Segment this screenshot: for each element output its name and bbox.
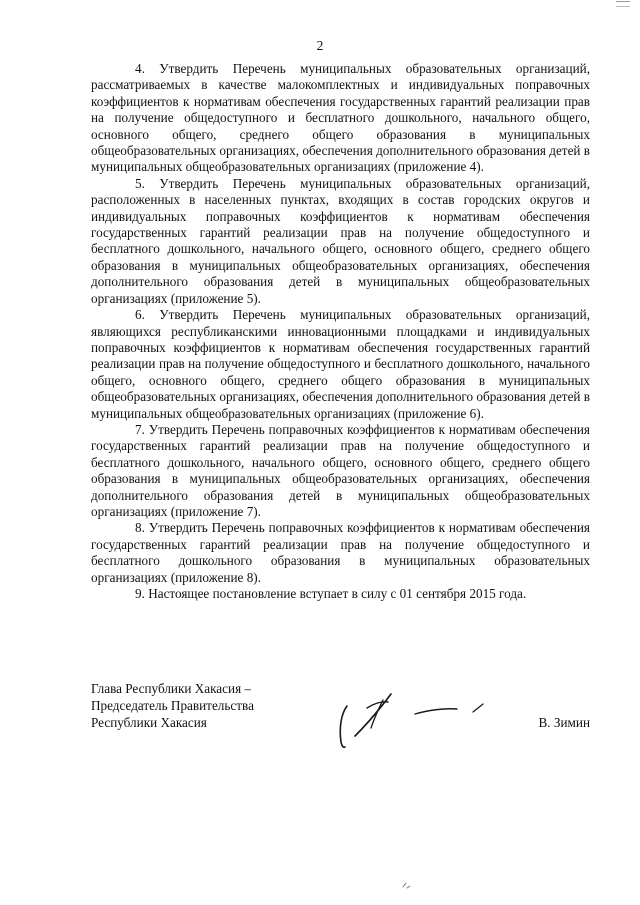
scan-speck-icon xyxy=(400,880,414,890)
signatory-title-line-1: Глава Республики Хакасия – xyxy=(91,681,252,696)
signatory-name: В. Зимин xyxy=(538,715,590,730)
paragraph-item-6: 6. Утвердить Перечень муниципальных образовательных организаций, являющихся республиканскими инновационными площадками и индивидуальных поправочных коэффициентов к нормативам обеспечения государственных гарантий реализации прав на получение общедоступного и бесплатного дошкольного, начального общего, основного общего, среднего общего образования в муниципальных общеобразовательных организациях, обеспечения дополнительного образования детей в муниципальных общеобразовательных организациях (приложение 6). xyxy=(91,307,591,421)
signature-block xyxy=(91,680,590,760)
page-number: 2 xyxy=(316,38,324,53)
resolution-body xyxy=(91,61,590,602)
signatory-title xyxy=(91,680,254,731)
signatory-title-line-2: Председатель Правительства xyxy=(91,698,254,713)
paragraph-item-5: 5. Утвердить Перечень муниципальных образовательных организаций, расположенных в населенных пунктах, входящих в состав городских округов и индивидуальных поправочных коэффициентов к нормативам обеспечения государственных гарантий реализации прав на получение общедоступного и бесплатного дошкольного, начального общего, основного общего, среднего общего образования в муниципальных общеобразовательных организациях, обеспечения дополнительного образования детей в муниципальных общеобразовательных организациях (приложение 5). xyxy=(91,175,590,306)
signatory-title-line-3: Республики Хакасия xyxy=(91,715,207,730)
paragraph-item-8: 8. Утвердить Перечень поправочных коэффициентов к нормативам обеспечения государственных гарантий реализации прав на получение общедоступного и бесплатного дошкольного образования в муниципальных образовательных организациях (приложение 8). xyxy=(91,520,590,585)
paragraph-item-4: 4. Утвердить Перечень муниципальных образовательных организаций, рассматриваемых в качестве малокомплектных и индивидуальных поправочных коэффициентов к нормативам обеспечения государственных гарантий реализации прав на получение общедоступного и бесплатного дошкольного, начального общего, основного общего, среднего общего образования в муниципальных общеобразовательных организациях, обеспечения дополнительного образования детей в муниципальных общеобразовательных организациях (приложение 4). xyxy=(91,61,591,175)
scan-corner-mark xyxy=(616,1,630,7)
paragraph-item-9: 9. Настоящее постановление вступает в силу с 01 сентября 2015 года. xyxy=(135,586,527,601)
handwritten-signature-icon xyxy=(333,684,493,752)
paragraph-item-7: 7. Утвердить Перечень поправочных коэффициентов к нормативам обеспечения государственных гарантий реализации прав на получение общедоступного и бесплатного дошкольного, начального общего, основного общего, среднего общего образования в муниципальных общеобразовательных организациях, обеспечения дополнительного образования детей в муниципальных общеобразовательных организациях (приложение 7). xyxy=(91,421,590,519)
